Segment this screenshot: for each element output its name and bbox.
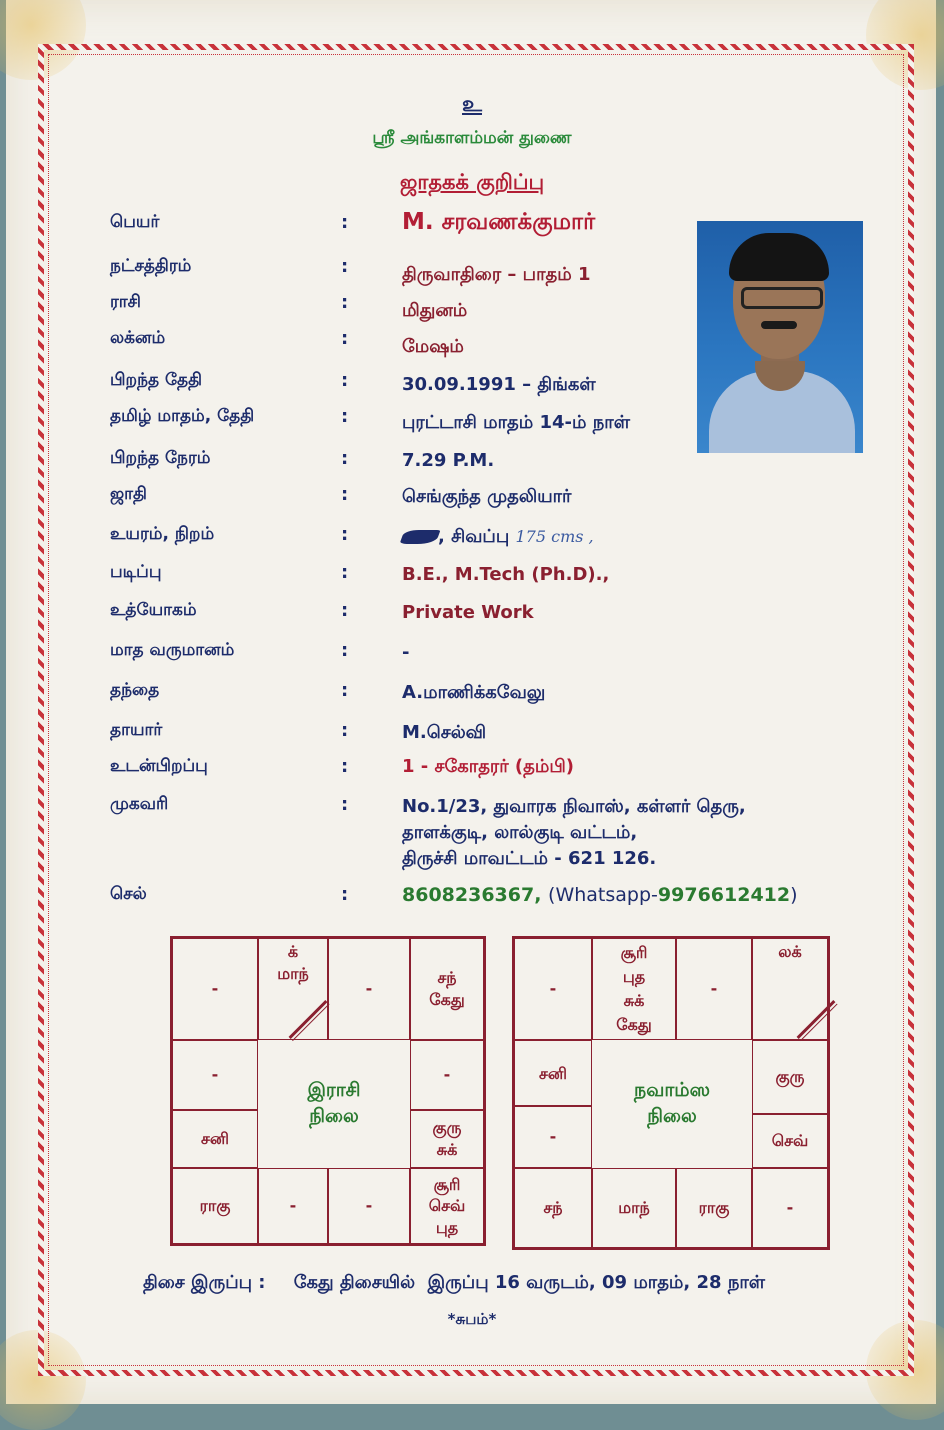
rasi-cell: சூரி செவ் புத [410, 1168, 484, 1244]
field-value-caste: செங்குந்த முதலியார் [402, 486, 572, 507]
colon: : [341, 484, 349, 505]
colon: : [341, 370, 349, 391]
colon: : [341, 292, 349, 313]
field-label: லக்னம் [110, 328, 166, 348]
navamsa-cell: - [514, 1106, 592, 1168]
navamsa-cell: லக் [752, 938, 828, 1040]
navamsa-cell: செவ் [752, 1114, 828, 1168]
rasi-cell: - [328, 1168, 410, 1244]
rasi-cell: - [410, 1040, 484, 1110]
handwritten-height: 175 cms , [515, 527, 594, 546]
field-value-father: A.மாணிக்கவேலு [402, 682, 546, 703]
rasi-cell: க் மாந் [258, 938, 328, 1040]
field-label: பிறந்த தேதி [110, 370, 203, 390]
whatsapp-suffix: ) [790, 884, 798, 906]
dasa-value: கேது திசையில் இருப்பு 16 வருடம், 09 மாதம், 28 நாள் [293, 1272, 766, 1293]
navamsa-cell: ராகு [676, 1168, 752, 1248]
field-label: செல் [110, 884, 147, 904]
field-label: பிறந்த நேரம் [110, 448, 211, 468]
profile-photo [697, 221, 863, 453]
rasi-cell: - [328, 938, 410, 1040]
field-label: படிப்பு [110, 562, 162, 582]
field-value-rasi: மிதுனம் [402, 300, 468, 321]
rasi-cell: - [172, 938, 258, 1040]
field-label: ஜாதி [110, 484, 147, 504]
field-value-height-colour [402, 526, 594, 549]
navamsa-centre-label: நவாம்ஸ நிலை [634, 1079, 710, 1127]
navamsa-cell: - [752, 1168, 828, 1248]
field-value-education: B.E., M.Tech (Ph.D)., [402, 564, 610, 585]
field-label: தாயார் [110, 720, 163, 740]
navamsa-cell: - [676, 938, 752, 1040]
field-label: நட்சத்திரம் [110, 256, 192, 276]
field-value-birth-time: 7.29 P.M. [402, 450, 495, 471]
scribble-mark [399, 530, 440, 544]
closing-subam: *சுபம்* [447, 1310, 497, 1328]
colon: : [341, 600, 349, 621]
field-label: மாத வருமானம் [110, 640, 235, 660]
address-line-3: திருச்சி மாவட்டம் - 621 126. [402, 848, 657, 869]
blessing-line: ஸ்ரீ அங்காளம்மன் துணை [372, 128, 572, 148]
colon: : [341, 640, 349, 661]
field-value-dob: 30.09.1991 – திங்கள் [402, 374, 596, 395]
field-value-income: - [402, 642, 410, 663]
navamsa-cell: சந் [514, 1168, 592, 1248]
navamsa-cell: மாந் [592, 1168, 676, 1248]
colon: : [341, 680, 349, 701]
colon: : [341, 328, 349, 349]
colon: : [341, 884, 349, 905]
field-label: உடன்பிறப்பு [110, 756, 208, 776]
field-value-phone [402, 884, 798, 906]
field-value-name: M. சரவணக்குமார் [402, 209, 596, 235]
field-label: உயரம், நிறம் [110, 524, 215, 544]
field-value-star: திருவாதிரை – பாதம் 1 [402, 264, 591, 285]
dasa-label: திசை இருப்பு : [143, 1272, 266, 1293]
navamsa-chart [512, 936, 830, 1250]
address-line-1: No.1/23, துவாரக நிவாஸ், கள்ளர் தெரு, [402, 796, 746, 817]
document-title: ஜாதகக் குறிப்பு [399, 170, 545, 194]
field-label: தந்தை [110, 680, 160, 700]
navamsa-cell: குரு [752, 1040, 828, 1114]
address-line-2: தாளக்குடி, லால்குடி வட்டம், [402, 822, 638, 843]
colon: : [341, 406, 349, 427]
field-value-address [402, 794, 746, 872]
field-value-lagnam: மேஷம் [402, 336, 464, 357]
colon: : [341, 756, 349, 777]
rasi-cell: ராகு [172, 1168, 258, 1244]
rasi-cell: - [172, 1040, 258, 1110]
colon: : [341, 720, 349, 741]
navamsa-cell: சூரி புத சுக் கேது [592, 938, 676, 1040]
field-label: தமிழ் மாதம், தேதி [110, 406, 255, 426]
field-label: பெயர் [110, 212, 160, 232]
rasi-centre-label: இராசி நிலை [307, 1079, 361, 1127]
rasi-cell: சனி [172, 1110, 258, 1168]
colon: : [341, 212, 349, 233]
field-value-siblings: 1 - சகோதரர் (தம்பி) [402, 756, 574, 777]
colon: : [341, 256, 349, 277]
navamsa-cell: - [514, 938, 592, 1040]
colon: : [341, 794, 349, 815]
whatsapp-prefix: (Whatsapp- [548, 884, 658, 906]
colon: : [341, 448, 349, 469]
colon: : [341, 524, 349, 545]
field-value-occupation: Private Work [402, 602, 534, 623]
rasi-cell: குரு சுக் [410, 1110, 484, 1168]
colon: : [341, 562, 349, 583]
rasi-chart [170, 936, 486, 1246]
rasi-cell: சந் கேது [410, 938, 484, 1040]
field-label: உத்யோகம் [110, 600, 197, 620]
field-label: ராசி [110, 292, 141, 312]
field-value-mother: M.செல்வி [402, 722, 487, 743]
navamsa-cell: சனி [514, 1040, 592, 1106]
field-label: முகவரி [110, 794, 169, 814]
colour-value: , சிவப்பு [438, 526, 510, 547]
dasa-balance [143, 1272, 765, 1295]
rasi-cell: - [258, 1168, 328, 1244]
pillaiyar-suzhi-mark: உ [462, 92, 482, 117]
whatsapp-number: 9976612412 [657, 884, 791, 906]
phone-number: 8608236367, [402, 884, 542, 906]
field-value-tamil-date: புரட்டாசி மாதம் 14-ம் நாள் [402, 412, 630, 433]
